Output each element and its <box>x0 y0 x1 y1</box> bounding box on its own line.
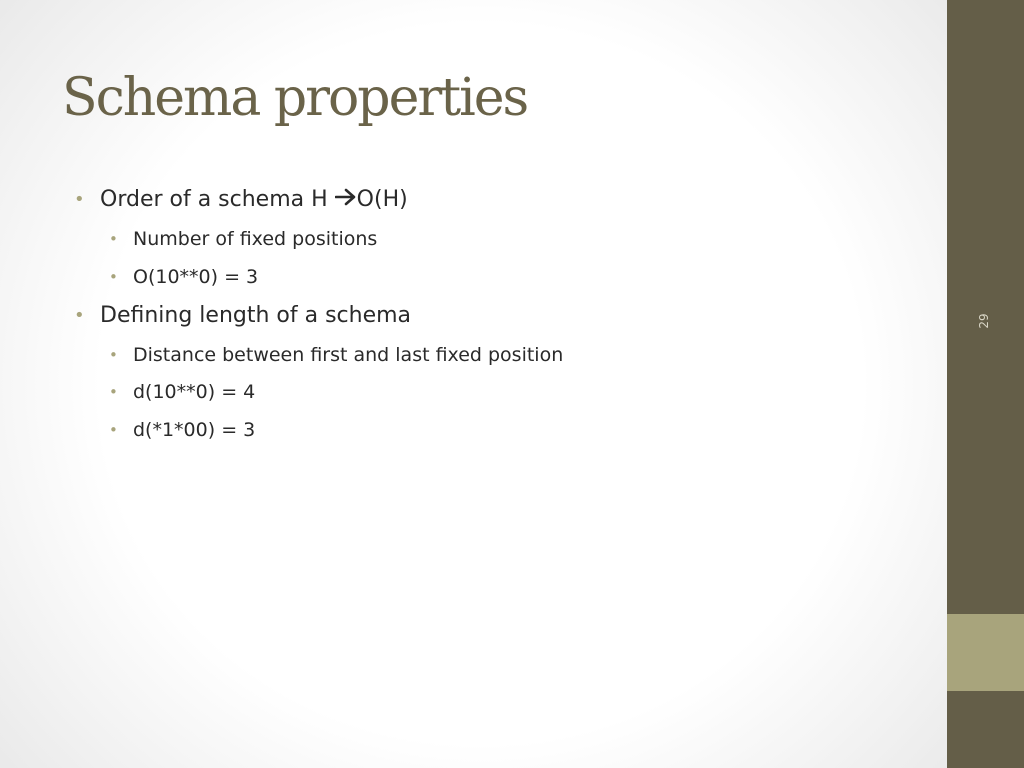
slide-number: 29 <box>977 313 991 329</box>
bullet-dot-icon: • <box>74 305 85 326</box>
sub-bullet-distance-definition <box>109 342 564 368</box>
bullet-order-of-schema <box>74 185 408 215</box>
bullet-text: O(10**0) = 3 <box>133 266 259 288</box>
bullet-dot-icon: • <box>109 230 118 248</box>
sub-bullet-length-example-1 <box>109 379 256 405</box>
bullet-text: d(10**0) = 4 <box>133 381 256 403</box>
bullet-dot-icon: • <box>109 268 118 286</box>
bullet-dot-icon: • <box>109 346 118 364</box>
bullet-text: Distance between first and last fixed position <box>133 344 564 366</box>
right-sidebar-accent-block <box>947 614 1024 691</box>
bullet-dot-icon: • <box>109 383 118 401</box>
sub-bullet-order-example <box>109 264 259 290</box>
bullet-text-after-arrow: O(H) <box>356 187 408 212</box>
bullet-text: Number of fixed positions <box>133 228 378 250</box>
slide-title: Schema properties <box>62 68 528 128</box>
bullet-dot-icon: • <box>109 421 118 439</box>
sub-bullet-number-of-fixed-positions <box>109 226 378 252</box>
bullet-text: d(*1*00) = 3 <box>133 419 256 441</box>
bullet-dot-icon: • <box>74 189 85 210</box>
bullet-defining-length <box>74 301 412 331</box>
bullet-text: Defining length of a schema <box>100 303 412 328</box>
right-arrow-icon <box>335 185 357 215</box>
sub-bullet-length-example-2 <box>109 417 256 443</box>
bullet-text: Order of a schema H <box>100 187 328 212</box>
